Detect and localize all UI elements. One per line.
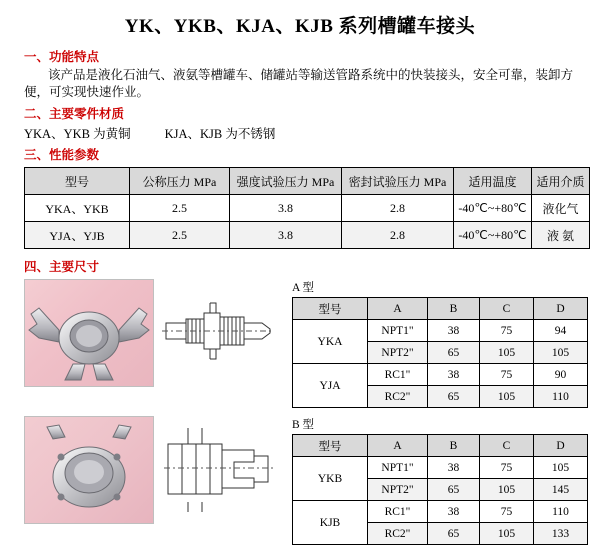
col-header-a: A — [368, 298, 428, 320]
cell-c: 105 — [480, 523, 534, 545]
materials-line — [24, 124, 590, 142]
col-header-a: A — [368, 435, 428, 457]
cell-b: 65 — [428, 386, 480, 408]
col-header-b: B — [428, 298, 480, 320]
table-header-row — [25, 168, 590, 195]
dimensions-row-a — [24, 279, 590, 408]
table-row — [25, 195, 590, 222]
cell-c: 105 — [480, 342, 534, 364]
cell-a: RC1" — [368, 501, 428, 523]
dimensions-table-b-label: B 型 — [292, 419, 315, 431]
coupling-drawing-a — [158, 279, 278, 387]
col-header-d: D — [534, 435, 588, 457]
cell-a: NPT1" — [368, 320, 428, 342]
cell-c: 75 — [480, 457, 534, 479]
cell-d: 133 — [534, 523, 588, 545]
cell-a: RC2" — [368, 523, 428, 545]
cell-b: 38 — [428, 320, 480, 342]
cell-b: 38 — [428, 501, 480, 523]
cell-temperature: -40℃~+80℃ — [454, 222, 532, 249]
cell-model: YKB — [293, 457, 368, 501]
cell-c: 105 — [480, 386, 534, 408]
cell-model: YKA、YKB — [25, 195, 130, 222]
col-header-d: D — [534, 298, 588, 320]
cell-a: RC1" — [368, 364, 428, 386]
dimensions-area — [10, 279, 590, 545]
cell-model: YJA — [293, 364, 368, 408]
cell-c: 75 — [480, 501, 534, 523]
coupling-photo-a — [24, 279, 154, 387]
cell-b: 65 — [428, 523, 480, 545]
cell-seal-test-pressure: 2.8 — [342, 222, 454, 249]
col-header-model: 型号 — [293, 435, 368, 457]
table-row — [293, 364, 588, 386]
materials-line-left: YKA、YKB 为黄铜 — [24, 127, 131, 141]
section-heading-dimensions: 四、主要尺寸 — [24, 260, 100, 274]
col-header-nominal-pressure: 公称压力 MPa — [130, 168, 230, 195]
dimensions-table-a-wrap — [292, 279, 588, 408]
cell-b: 38 — [428, 457, 480, 479]
cell-a: NPT2" — [368, 479, 428, 501]
cell-d: 105 — [534, 457, 588, 479]
col-header-strength-test-pressure: 强度试验压力 MPa — [230, 168, 342, 195]
features-paragraph: 该产品是液化石油气、液氨等槽罐车、储罐站等输送管路系统中的快装接头，安全可靠，装卸方便，可实现快速作业。 — [24, 68, 574, 99]
cell-strength-test-pressure: 3.8 — [230, 195, 342, 222]
cell-d: 110 — [534, 386, 588, 408]
cell-c: 75 — [480, 364, 534, 386]
cell-nominal-pressure: 2.5 — [130, 195, 230, 222]
cell-seal-test-pressure: 2.8 — [342, 195, 454, 222]
cell-d: 110 — [534, 501, 588, 523]
col-header-medium: 适用介质 — [532, 168, 590, 195]
col-header-model: 型号 — [25, 168, 130, 195]
section-heading-features: 一、功能特点 — [24, 50, 100, 64]
table-header-row — [293, 435, 588, 457]
cell-model: YJA、YJB — [25, 222, 130, 249]
performance-table — [24, 167, 590, 249]
coupling-photo-b — [24, 416, 154, 524]
dimensions-row-b — [24, 416, 590, 545]
col-header-model: 型号 — [293, 298, 368, 320]
cell-d: 105 — [534, 342, 588, 364]
coupling-drawing-b — [158, 416, 278, 524]
dimensions-table-a-label: A 型 — [292, 282, 315, 294]
table-row — [293, 320, 588, 342]
cell-a: NPT2" — [368, 342, 428, 364]
dimensions-table-a — [292, 297, 588, 408]
col-header-temperature: 适用温度 — [454, 168, 532, 195]
dimensions-table-b — [292, 434, 588, 545]
cell-temperature: -40℃~+80℃ — [454, 195, 532, 222]
cell-a: RC2" — [368, 386, 428, 408]
cell-model: KJB — [293, 501, 368, 545]
cell-c: 75 — [480, 320, 534, 342]
cell-strength-test-pressure: 3.8 — [230, 222, 342, 249]
cell-c: 105 — [480, 479, 534, 501]
cell-b: 38 — [428, 364, 480, 386]
table-header-row — [293, 298, 588, 320]
materials-line-right: KJA、KJB 为不锈钢 — [164, 127, 276, 141]
table-row — [25, 222, 590, 249]
section-heading-materials: 二、主要零件材质 — [24, 107, 125, 121]
col-header-c: C — [480, 298, 534, 320]
table-row — [293, 457, 588, 479]
cell-medium: 液 氨 — [532, 222, 590, 249]
cell-model: YKA — [293, 320, 368, 364]
section-heading-performance: 三、性能参数 — [24, 148, 100, 162]
cell-medium: 液化气 — [532, 195, 590, 222]
dimensions-table-b-wrap — [292, 416, 588, 545]
col-header-c: C — [480, 435, 534, 457]
cell-d: 90 — [534, 364, 588, 386]
cell-b: 65 — [428, 479, 480, 501]
col-header-b: B — [428, 435, 480, 457]
cell-a: NPT1" — [368, 457, 428, 479]
cell-nominal-pressure: 2.5 — [130, 222, 230, 249]
cell-b: 65 — [428, 342, 480, 364]
cell-d: 94 — [534, 320, 588, 342]
table-row — [293, 501, 588, 523]
cell-d: 145 — [534, 479, 588, 501]
col-header-seal-test-pressure: 密封试验压力 MPa — [342, 168, 454, 195]
page-title: YK、YKB、KJA、KJB 系列槽罐车接头 — [124, 16, 476, 37]
